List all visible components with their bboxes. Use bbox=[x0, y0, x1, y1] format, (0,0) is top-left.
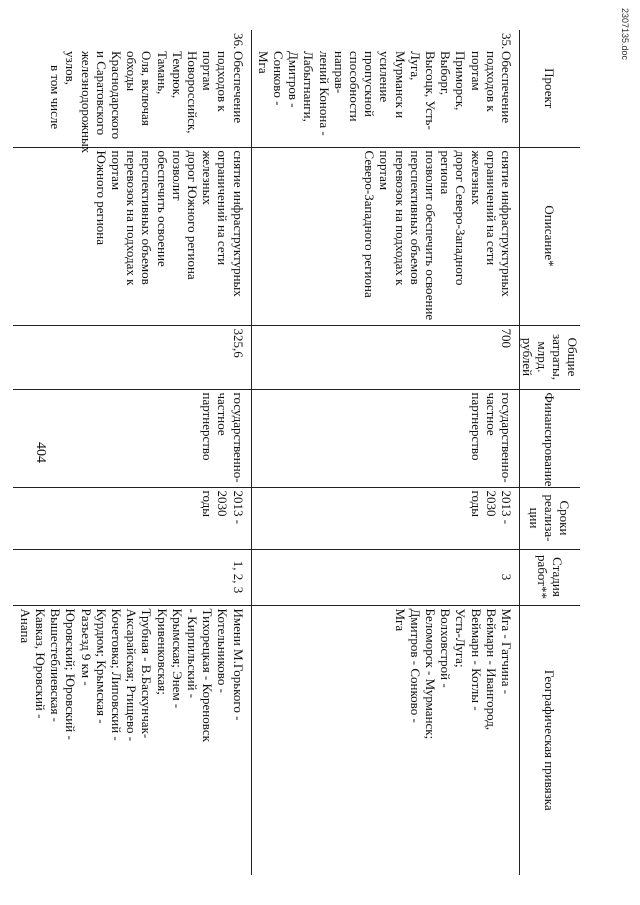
footer-code: 2307135.doc bbox=[620, 8, 630, 61]
header-row bbox=[520, 30, 581, 875]
cell-total-cost: 325,6 bbox=[14, 325, 252, 389]
cell-line: подходов к портам bbox=[200, 51, 231, 112]
cell-line: Вышестеблиевская - bbox=[48, 608, 64, 723]
table-row bbox=[251, 30, 519, 875]
cell-line: Новороссийск, bbox=[184, 51, 200, 134]
cell-line: Лабытнанги, bbox=[301, 51, 317, 122]
cell-line: Приморск, Выборг, bbox=[438, 51, 469, 111]
cell-line: государственно- bbox=[499, 392, 514, 483]
cell-line: годы bbox=[200, 490, 216, 517]
cell-line: 2030 bbox=[215, 490, 231, 517]
cell-line: Крымская; Энем - bbox=[169, 608, 185, 709]
row-number: 35. bbox=[499, 33, 514, 50]
cell-line: Веймарн - Ивангород, bbox=[483, 608, 499, 731]
cell-line: Имени М.Горького - bbox=[230, 608, 246, 721]
cell-financing bbox=[251, 389, 519, 487]
cell-line: ограничений на сети железных bbox=[468, 150, 499, 266]
header-total-cost: Общие затраты, млрд. рублей bbox=[520, 325, 581, 389]
cell-line: Котельниково - bbox=[215, 608, 231, 693]
cell-line: 2013 - bbox=[230, 490, 246, 525]
cell-line: Юровский; Юровский - bbox=[63, 608, 79, 740]
cell-line: способности направ- bbox=[331, 51, 362, 122]
cell-line: Мга bbox=[392, 608, 408, 632]
cell-line: Курдюм; Крымская - bbox=[93, 608, 109, 724]
cell-line: Мга - Гатчина - bbox=[499, 608, 514, 695]
cell-line: Беломорск - Мурманск; bbox=[422, 608, 438, 740]
cell-line: Кривенковская; bbox=[154, 608, 170, 695]
page-number: 404 bbox=[33, 442, 48, 463]
cell-line: перспективных объемов bbox=[139, 150, 155, 285]
cell-project bbox=[14, 30, 252, 154]
cell-line: Усть-Луга; bbox=[453, 608, 469, 668]
cell-line: Обеспечение bbox=[499, 51, 514, 124]
cell-line: дорог Южного региона позволит bbox=[169, 150, 200, 280]
cell-line: позволит обеспечить освоение bbox=[422, 150, 438, 321]
cell-line: Краснодарского bbox=[108, 51, 124, 140]
cell-line: Темрюк, Тамань, bbox=[154, 51, 185, 99]
cell-line: Дмитров - Сонково - bbox=[407, 608, 423, 723]
cell-line: дорог Северо-Западного региона bbox=[438, 150, 469, 286]
cell-total-cost: 700 bbox=[251, 325, 519, 389]
cell-description bbox=[14, 147, 252, 325]
cell-line: перевозок на подходах к портам bbox=[377, 150, 408, 286]
project-subnote: в том числе bbox=[48, 65, 64, 130]
cell-line: Южного региона bbox=[93, 150, 109, 246]
cell-line: партнерство bbox=[468, 392, 484, 461]
cell-line: Обеспечение bbox=[230, 51, 246, 124]
cell-line: Мурманск и bbox=[392, 51, 408, 119]
cell-line: снятие инфраструктурных bbox=[499, 150, 514, 297]
cell-line: Разъезд 9 км - bbox=[78, 608, 94, 686]
cell-period bbox=[251, 487, 519, 549]
cell-line: обходы bbox=[124, 51, 140, 92]
header-financing: Финансирование bbox=[520, 389, 581, 487]
cell-line: снятие инфраструктурных bbox=[230, 150, 246, 297]
cell-line: Высоцк, Усть-Луга, bbox=[407, 51, 438, 130]
cell-line: Веймарн - Котлы - bbox=[468, 608, 484, 711]
cell-line: годы bbox=[468, 490, 484, 517]
cell-line: Мга bbox=[255, 51, 271, 74]
cell-line: узлов, bbox=[63, 51, 79, 86]
cell-line: Трубная - В.Баскунчак- bbox=[139, 608, 155, 739]
cell-line: 2013 - bbox=[499, 490, 514, 525]
table-row bbox=[14, 30, 252, 875]
cell-financing bbox=[14, 389, 252, 487]
cell-geo bbox=[14, 605, 252, 875]
projects-table bbox=[14, 30, 581, 875]
header-description: Описание* bbox=[520, 147, 581, 325]
cell-line: Волховстрой - bbox=[438, 608, 454, 688]
cell-line: подходов к портам bbox=[468, 51, 499, 112]
cell-period bbox=[14, 487, 252, 549]
header-period: Сроки реализа- ции bbox=[520, 487, 581, 549]
cell-line: Оля, включая bbox=[139, 51, 155, 126]
cell-line: - Кирпильский - bbox=[184, 608, 200, 699]
cell-line: Анапа bbox=[17, 608, 33, 644]
cell-line: партнерство bbox=[200, 392, 216, 461]
cell-description bbox=[251, 147, 519, 325]
cell-line: перспективных объемов bbox=[407, 150, 423, 285]
cell-project bbox=[251, 30, 519, 147]
cell-line: усиление пропускной bbox=[362, 51, 393, 117]
cell-line: и Саратовского bbox=[93, 51, 109, 136]
cell-line: Кочетовка; Липовский - bbox=[108, 608, 124, 741]
cell-line: Аксарайская; Ртищево - bbox=[124, 608, 140, 742]
cell-line: перевозок на подходах к портам bbox=[108, 150, 140, 286]
cell-line: Северо-Западного региона bbox=[362, 150, 378, 298]
cell-stage: 1, 2, 3 bbox=[14, 549, 252, 605]
cell-line: Кавказ, Юровский - bbox=[32, 608, 48, 719]
cell-stage: 3 bbox=[251, 549, 519, 605]
cell-line: ограничений на сети железных bbox=[200, 150, 231, 266]
cell-line: частное bbox=[483, 392, 499, 436]
cell-line: лений Конона - bbox=[316, 51, 332, 136]
cell-line: 2030 bbox=[483, 490, 499, 517]
cell-line: государственно- bbox=[230, 392, 246, 483]
header-stage: Стадия работ** bbox=[520, 549, 581, 605]
cell-line: частное bbox=[215, 392, 231, 436]
header-geo: Географическая привязка bbox=[520, 605, 581, 875]
row-number: 36. bbox=[230, 33, 246, 50]
header-project: Проект bbox=[520, 30, 581, 147]
cell-line: железнодорожных bbox=[78, 51, 94, 154]
cell-line: обеспечить освоение bbox=[154, 150, 170, 267]
cell-geo bbox=[251, 605, 519, 875]
cell-line: Тихорецкая - Кореновск bbox=[200, 608, 216, 742]
cell-line: Дмитров - Сонково - bbox=[270, 51, 302, 108]
